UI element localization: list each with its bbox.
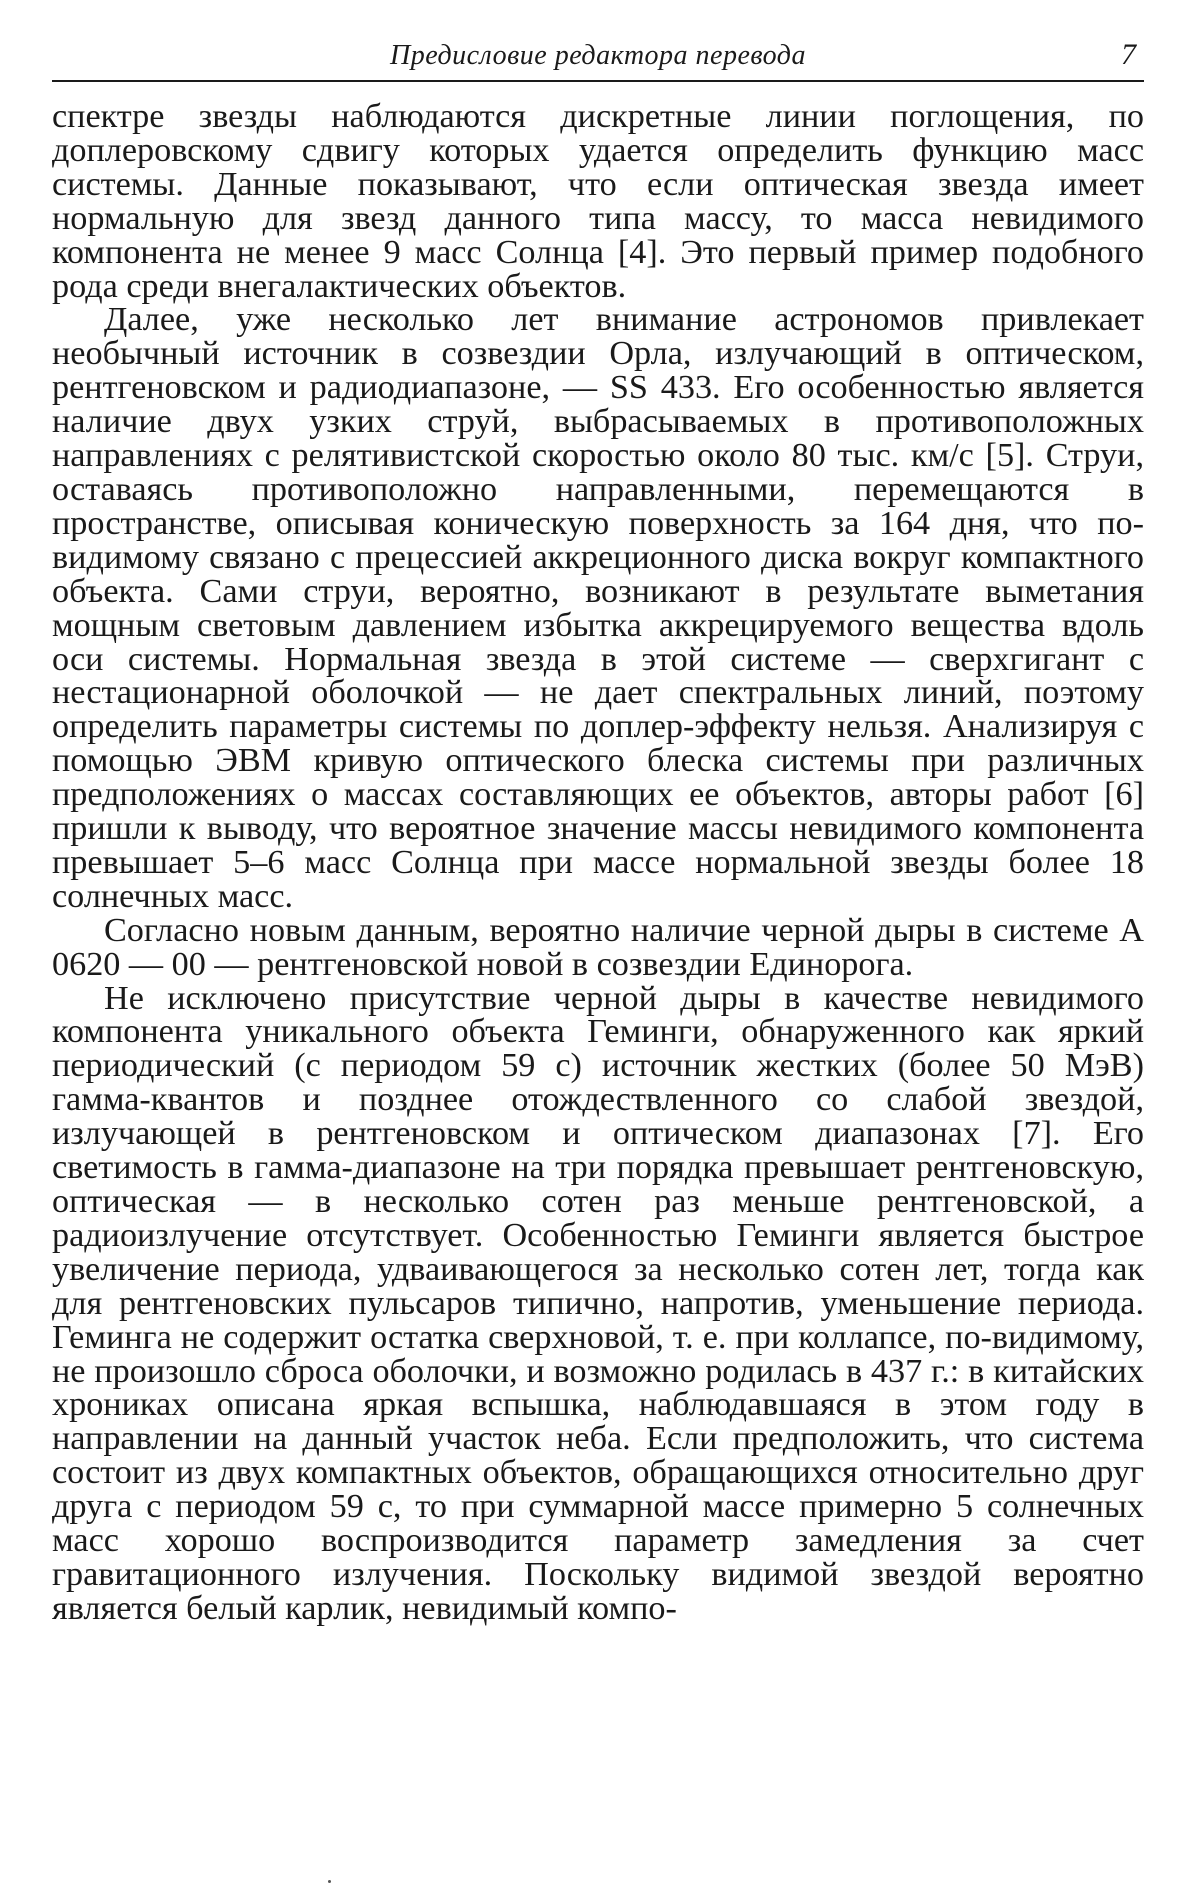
print-speck <box>328 1880 331 1883</box>
body-text <box>52 100 1144 1626</box>
paragraph-continued: спектре звезды наблюдаются дискретные линии поглощения, по доплеровскому сдвигу которых удается определить функцию масс системы. Данные показывают, что если оптическая звезда имеет нормальную для звезд данного типа массу, то масса невидимого компонента не менее 9 масс Солнца [4]. Это первый пример подобного рода среди внегалактических объектов. <box>52 98 1144 305</box>
page-number: 7 <box>1121 38 1136 71</box>
book-page <box>52 38 1144 1626</box>
paragraph-geminga: Не исключено присутствие черной дыры в качестве невидимого компонента уникального объекта Геминги, обнаруженного как яркий периодический (с периодом 59 с) источник жестких (более 50 МэВ) гамма-квантов и позднее отождествленного со слабой звездой, излучающей в рентгеновском и оптическом диапазонах [7]. Его светимость в гамма-диапазоне на три порядка превышает рентгеновскую, оптическая — в несколько сотен раз меньше рентгеновской, а радиоизлучение отсутствует. Особенностью Геминги является быстрое увеличение периода, удваивающегося за несколько сотен лет, тогда как для рентгеновских пульсаров типично, напротив, уменьшение периода. Геминга не содержит остатка сверхновой, т. е. при коллапсе, по-видимому, не произошло сброса оболочки, и возможно родилась в 437 г.: в китайских хрониках описана яркая вспышка, наблюдавшаяся в этом году в направлении на данный участок неба. Если предположить, что система состоит из двух компактных объектов, обращающихся относительно друг друга с периодом 59 с, то при суммарной массе примерно 5 солнечных масс хорошо воспроизводится параметр замедления за счет гравитационного излучения. Поскольку видимой звездой вероятно является белый карлик, невидимый компо- <box>52 979 1144 1627</box>
paragraph-ss433: Далее, уже несколько лет внимание астрономов привлекает необычный источник в созвездии Орла, излучающий в оптическом, рентгеновском и радиодиапазоне, — SS 433. Его особенностью является наличие двух узких струй, выбрасываемых в противоположных направлениях с релятивистской скоростью около 80 тыс. км/с [5]. Струи, оставаясь противоположно направленными, перемещаются в пространстве, описывая коническую поверхность за 164 дня, что по-видимому связано с прецессией аккреционного диска вокруг компактного объекта. Сами струи, вероятно, возникают в результате выметания мощным световым давлением избытка аккрецируемого вещества вдоль оси системы. Нормальная звезда в этой системе — сверхгигант с нестационарной оболочкой — не дает спектральных линий, поэтому определить параметры системы по доплер-эффекту нельзя. Анализируя с помощью ЭВМ кривую оптического блеска системы при различных предположениях о массах составляющих ее объектов, авторы работ [6] пришли к выводу, что вероятное значение массы невидимого компонента превышает 5–6 масс Солнца при массе нормальной звезды более 18 солнечных масс. <box>52 301 1144 915</box>
running-header <box>52 38 1144 82</box>
paragraph-a0620: Согласно новым данным, вероятно наличие черной дыры в системе A 0620 — 00 — рентгеновской новой в созвездии Единорога. <box>52 911 1144 983</box>
running-title: Предисловие редактора перевода <box>390 40 806 71</box>
